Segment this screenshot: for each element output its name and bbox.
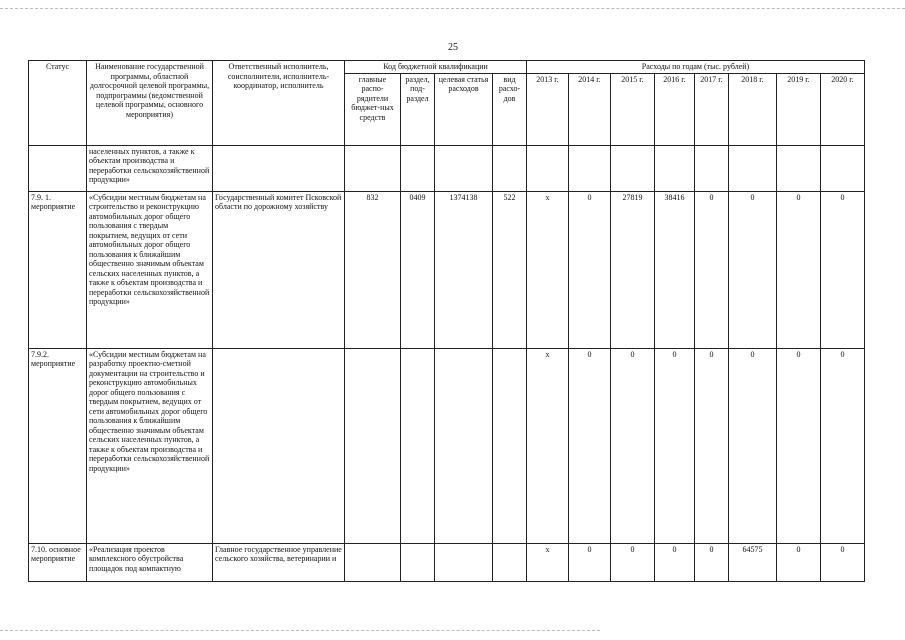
header-name: Наименование государственной программы, областной долгосрочной целевой программы, подпрограммы (ведомственной целевой программы, основного мероприятия): [87, 61, 213, 146]
row-code-vr: [493, 348, 527, 543]
row-executor: [213, 348, 345, 543]
row-year-2017: 0: [695, 191, 729, 348]
row-executor: Главное государственное управление сельского хозяйства, ветеринарии и: [213, 543, 345, 581]
row-name: «Реализация проектов комплексного обустройства площадок под компактную: [87, 543, 213, 581]
row-year-2016: 38416: [655, 191, 695, 348]
header-year-2014: 2014 г.: [569, 73, 611, 145]
row-name: населенных пунктов, а также к объектам производства и переработки сельскохозяйственной продукции»: [87, 145, 213, 191]
row-code-rz: [401, 348, 435, 543]
row-code-gr: [345, 543, 401, 581]
row-code-gr: 832: [345, 191, 401, 348]
row-code-vr: [493, 145, 527, 191]
row-code-cs: [435, 145, 493, 191]
row-year-2018: 0: [729, 348, 777, 543]
header-code-vr: вид расхо-дов: [493, 73, 527, 145]
row-year-2016: 0: [655, 543, 695, 581]
row-year-2019: 0: [777, 543, 821, 581]
scan-edge-bottom: [0, 630, 600, 631]
header-year-2019: 2019 г.: [777, 73, 821, 145]
row-year-2018: 64575: [729, 543, 777, 581]
row-status: 7.10. основное мероприятие: [29, 543, 87, 581]
row-status: 7.9. 1. мероприятие: [29, 191, 87, 348]
row-code-vr: [493, 543, 527, 581]
row-code-rz: [401, 145, 435, 191]
row-year-2020: 0: [821, 543, 865, 581]
row-year-2017: 0: [695, 348, 729, 543]
table-row: [29, 145, 865, 191]
row-name: «Субсидии местным бюджетам на строительство и реконструкцию автомобильных дорог общего пользования с твердым покрытием, ведущих от сети автомобильных дорог общего пользования к ближайшим общественно значимым объектам сельских населенных пунктов, а также к объектам производства и переработки сельскохозяйственной продукции»: [87, 191, 213, 348]
row-year-2018: 0: [729, 191, 777, 348]
row-code-vr: 522: [493, 191, 527, 348]
row-year-2014: [569, 145, 611, 191]
row-name: «Субсидии местным бюджетам на разработку проектно-сметной документации на строительство и реконструкцию автомобильных дорог общего пользования с твердым покрытием, ведущих от сети автомобильных дорог общего пользования к ближайшим общественно значимым объектам сельских населенных пунктов, а также к объектам производства и переработки сельскохозяйственной продукции»: [87, 348, 213, 543]
row-year-2013: х: [527, 543, 569, 581]
header-status: Статус: [29, 61, 87, 146]
header-year-2015: 2015 г.: [611, 73, 655, 145]
row-year-2013: [527, 145, 569, 191]
row-year-2013: х: [527, 348, 569, 543]
row-code-cs: 1374138: [435, 191, 493, 348]
row-year-2014: 0: [569, 543, 611, 581]
row-year-2020: [821, 145, 865, 191]
row-code-cs: [435, 348, 493, 543]
row-code-gr: [345, 145, 401, 191]
row-status: 7.9.2. мероприятие: [29, 348, 87, 543]
row-year-2015: 27819: [611, 191, 655, 348]
row-code-rz: [401, 543, 435, 581]
row-code-gr: [345, 348, 401, 543]
row-status: [29, 145, 87, 191]
table-row: [29, 348, 865, 543]
row-year-2017: [695, 145, 729, 191]
header-code-cs: целевая статья расходов: [435, 73, 493, 145]
page-number: 25: [448, 42, 458, 53]
scan-edge-top: [0, 8, 905, 9]
header-year-2013: 2013 г.: [527, 73, 569, 145]
budget-table: [28, 60, 865, 582]
row-year-2016: [655, 145, 695, 191]
header-year-2017: 2017 г.: [695, 73, 729, 145]
table-row: [29, 191, 865, 348]
header-code-rz: раздел, под-раздел: [401, 73, 435, 145]
header-year-2016: 2016 г.: [655, 73, 695, 145]
row-code-rz: 0409: [401, 191, 435, 348]
row-executor: [213, 145, 345, 191]
header-year-2020: 2020 г.: [821, 73, 865, 145]
header-budget-code: Код бюджетной квалификации: [345, 61, 527, 74]
row-year-2014: 0: [569, 191, 611, 348]
row-year-2016: 0: [655, 348, 695, 543]
row-year-2014: 0: [569, 348, 611, 543]
row-year-2013: х: [527, 191, 569, 348]
row-year-2018: [729, 145, 777, 191]
row-year-2015: 0: [611, 543, 655, 581]
header-year-2018: 2018 г.: [729, 73, 777, 145]
row-year-2015: 0: [611, 348, 655, 543]
header-executor: Ответственный исполнитель, соисполнители, исполнитель-координатор, исполнитель: [213, 61, 345, 146]
header-code-gr: главные распо-рядители бюджет-ных средств: [345, 73, 401, 145]
row-year-2019: 0: [777, 191, 821, 348]
header-expenses: Расходы по годам (тыс. рублей): [527, 61, 865, 74]
row-year-2015: [611, 145, 655, 191]
row-year-2020: 0: [821, 348, 865, 543]
row-year-2019: 0: [777, 348, 821, 543]
row-year-2019: [777, 145, 821, 191]
table-row: [29, 543, 865, 581]
row-year-2020: 0: [821, 191, 865, 348]
row-year-2017: 0: [695, 543, 729, 581]
row-executor: Государственный комитет Псковской области по дорожному хозяйству: [213, 191, 345, 348]
row-code-cs: [435, 543, 493, 581]
